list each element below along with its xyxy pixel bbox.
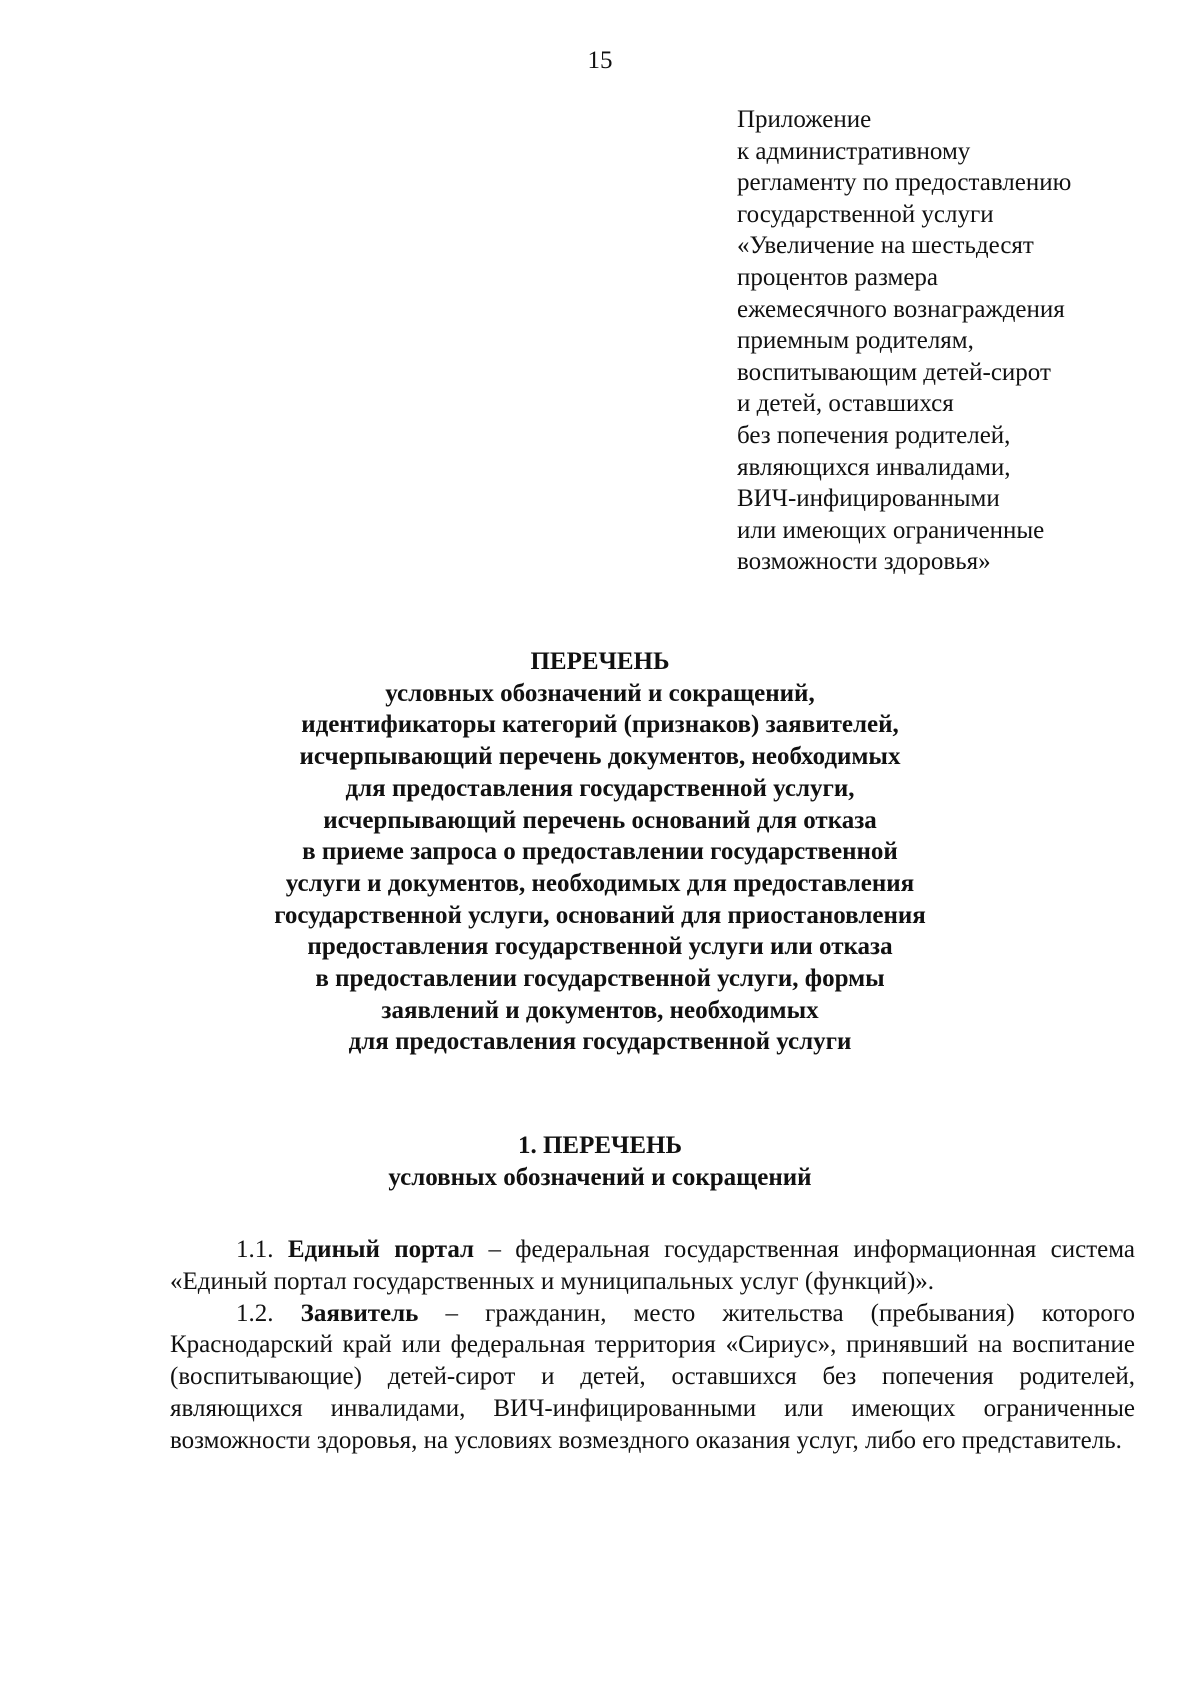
appendix-line: без попечения родителей, [737,421,1011,449]
title-line: государственной услуги, оснований для приостановления [274,901,926,929]
title-line: исчерпывающий перечень документов, необходимых [299,743,901,771]
appendix-line: ежемесячного вознаграждения [737,295,1065,323]
paragraph-number: 1.1. [236,1236,274,1263]
title-line: услуги и документов, необходимых для предоставления [285,869,915,897]
title-line: идентификаторы категорий (признаков) заявителей, [301,711,899,739]
title-heading: ПЕРЕЧЕНЬ [530,648,670,675]
appendix-line: государственной услуги [737,200,994,228]
appendix-line: Приложение [737,106,872,133]
title-line: в приеме запроса о предоставлении государственной [302,838,898,866]
appendix-line: процентов размера [737,263,939,291]
title-line: исчерпывающий перечень оснований для отказа [323,806,877,834]
appendix-line: ВИЧ-инфицированными [737,485,1000,513]
paragraph-number: 1.2. [236,1299,274,1327]
appendix-line: приемным родителям, [737,327,974,355]
section-subheading: условных обозначений и сокращений [388,1164,812,1191]
appendix-line: регламенту по предоставлению [737,169,1072,197]
title-line: в предоставлении государственной услуги, формы [315,965,885,993]
appendix-line: и детей, оставшихся [737,390,954,418]
title-line: для предоставления государственной услуги, [345,774,855,802]
appendix-line: являющихся инвалидами, [737,453,1011,481]
paragraph-1-1 [170,1234,1135,1298]
paragraph-term: Единый портал [287,1236,475,1263]
paragraph-text: – гражданин, место жительства (пребывания) которого Краснодарский край или федеральная территория «Сириус», принявший на воспитание (воспитывающие) детей-сирот и детей, оставшихся без попечения родителей, являющихся инвалидами, ВИЧ-инфицированными или имеющих ограниченные возможности здоровья, на условиях возмездного оказания услуг, либо его представитель. [170,1299,1136,1454]
title-line: условных обозначений и сокращений, [385,679,815,707]
title-line: заявлений и документов, необходимых [381,996,819,1024]
appendix-line: к административному [737,137,971,165]
appendix-block [737,104,1177,578]
body-text [170,1234,1135,1457]
title-line: для предоставления государственной услуги [348,1028,852,1056]
appendix-line: воспитывающим детей-сирот [737,358,1051,386]
section-heading: 1. ПЕРЕЧЕНЬ [517,1132,683,1159]
title-line: предоставления государственной услуги или отказа [307,933,893,961]
document-title [150,646,1050,1058]
paragraph-text: – федеральная государственная информационная система «Единый портал государственных и муниципальных услуг (функций)». [170,1236,1135,1295]
section-heading-block [150,1130,1050,1194]
paragraph-1-2 [170,1298,1135,1457]
page-number: 15 [587,47,613,74]
appendix-line: или имеющих ограниченные [737,516,1045,544]
appendix-line: возможности здоровья» [737,548,991,576]
paragraph-term: Заявитель [300,1299,419,1327]
appendix-line: «Увеличение на шестьдесят [737,232,1034,260]
